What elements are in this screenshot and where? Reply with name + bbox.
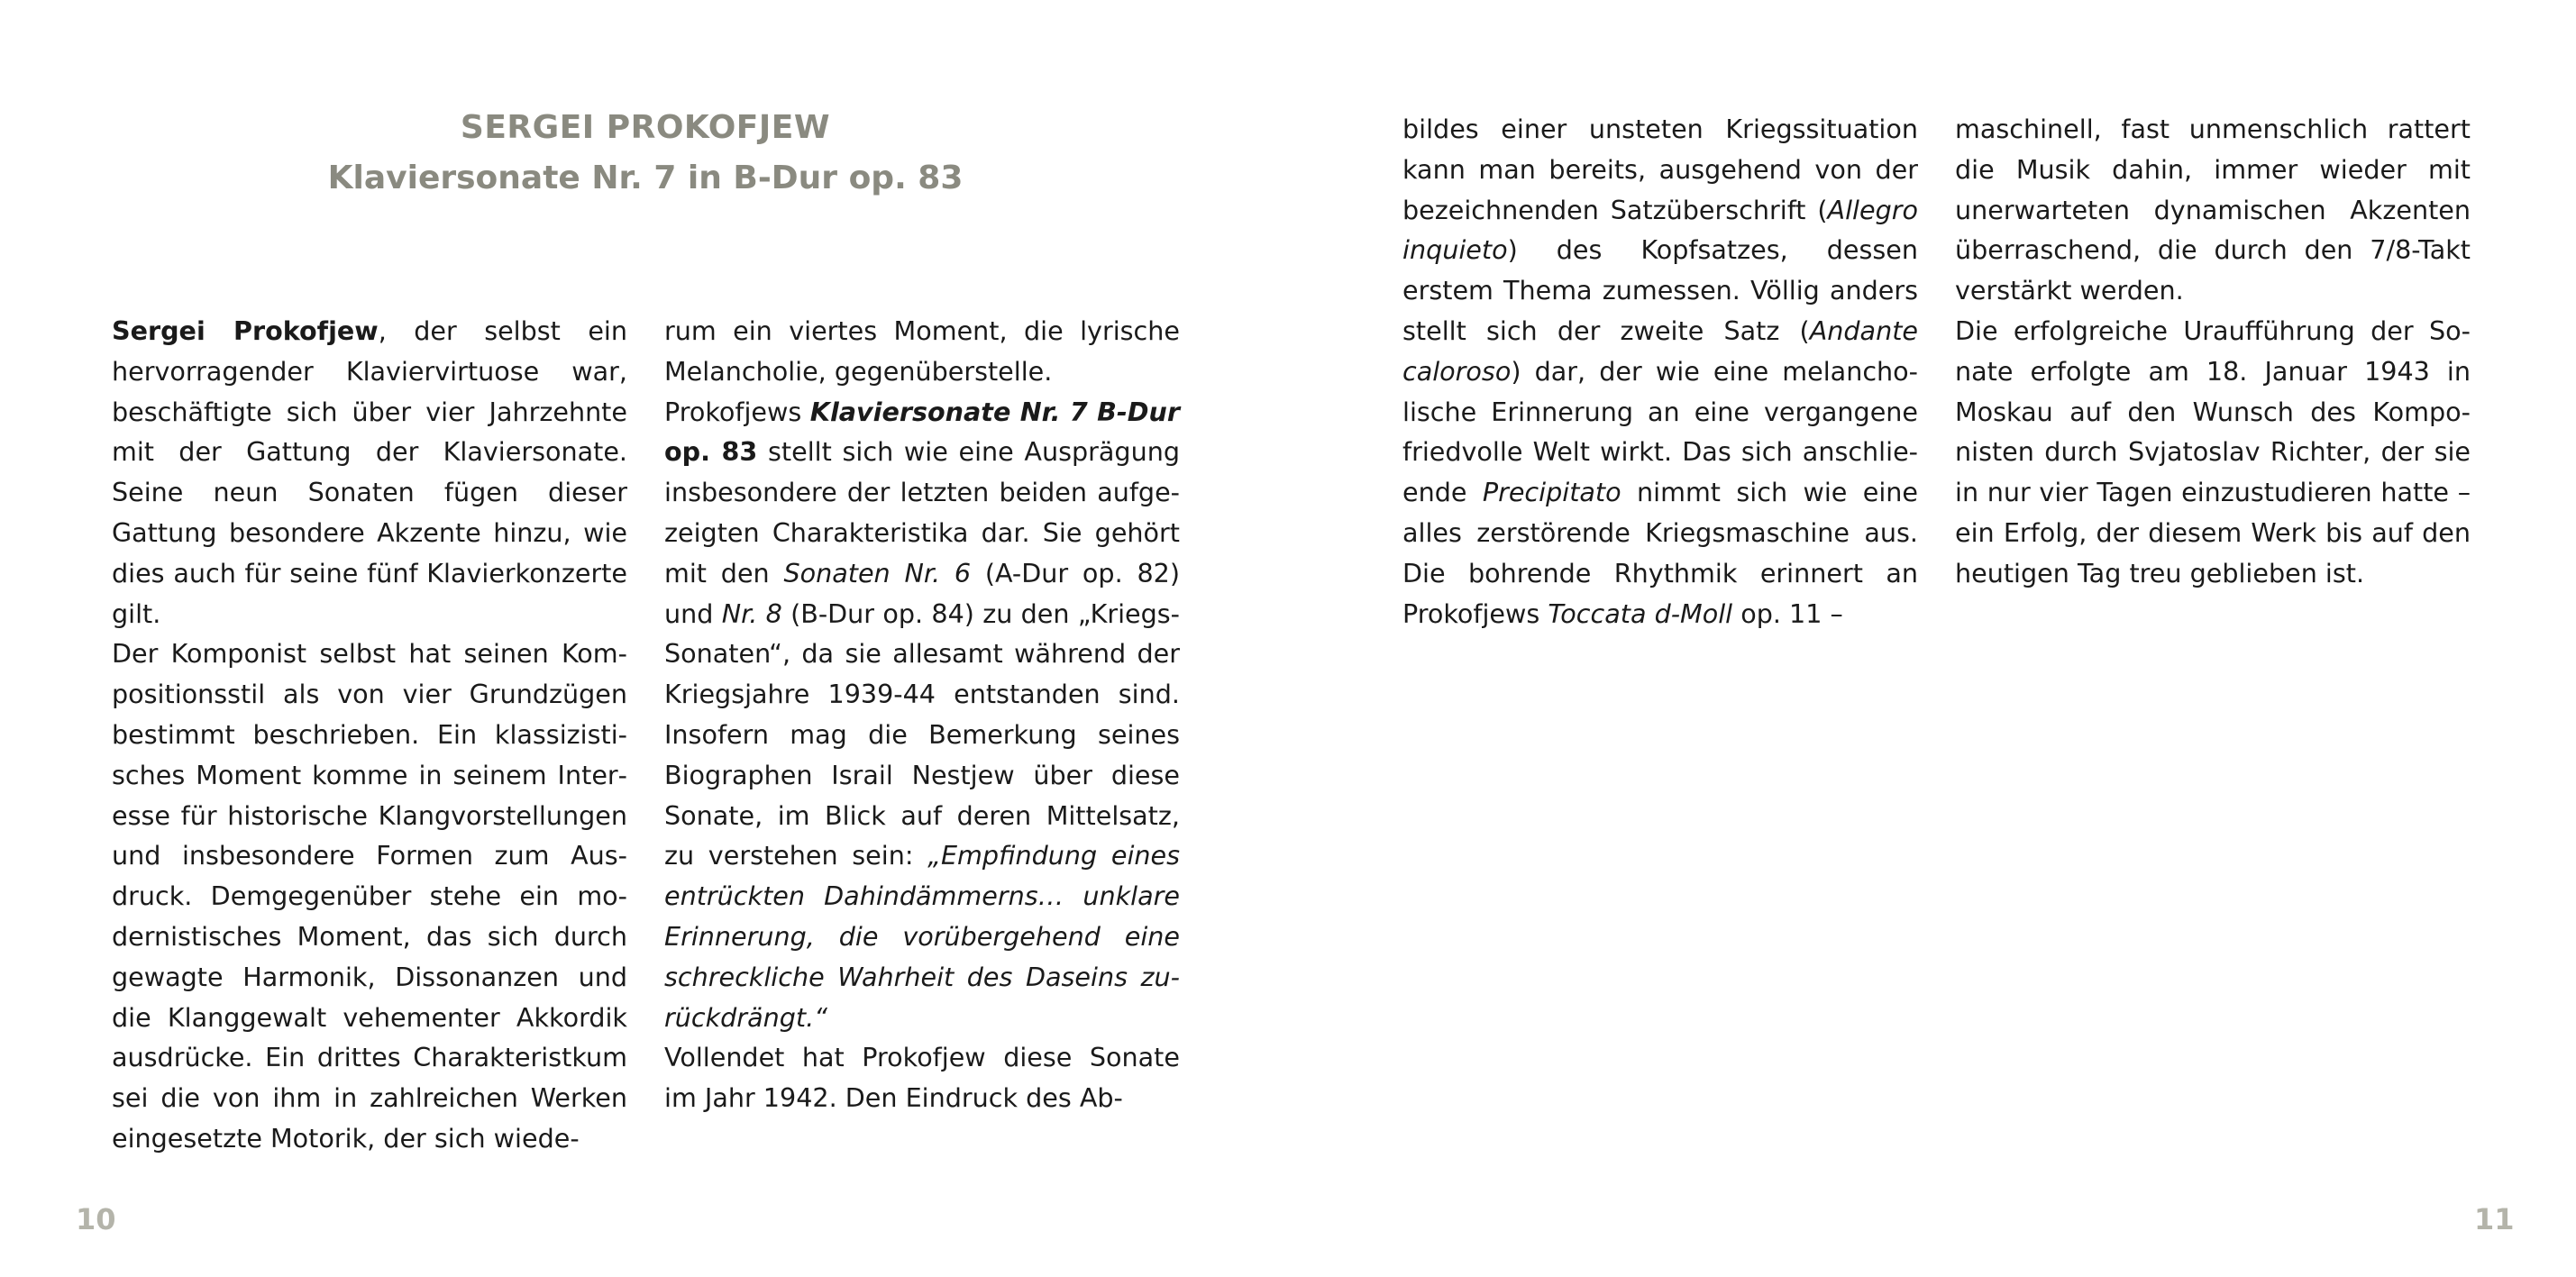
italic-reference: Allegro inquieto — [1402, 194, 1918, 266]
page-number-right: 11 — [2474, 1202, 2515, 1236]
page-number-left: 10 — [76, 1202, 116, 1236]
opus-bold: op. 83 — [664, 436, 758, 468]
italic-reference: Andante caloroso — [1402, 315, 1918, 387]
paragraph — [1955, 311, 2471, 594]
paragraph-text: op. 11 – — [1732, 597, 1843, 629]
paragraph-text: (B-Dur op. 84) zu den „Kriegs-Sonaten“, da sie allesamt während der Kriegsjahre 1939-44 entstanden sind. Insofern mag die Bemerkung seines Biographen Israil Nestjew über diese Sonate, im Blick auf deren Mittelsatz, zu verstehen sein: — [664, 597, 1180, 871]
paragraph-text: ) dar, der wie eine melancholische Erinnerung an eine vergangene friedvolle Welt wirkt. Das sich anschlieende — [1402, 355, 1918, 508]
paragraph-text: nimmt sich wie eine alles zerstörende Kriegsmaschine aus. Die bohrende Rhythmik erinnert an Prokofjews — [1402, 477, 1919, 629]
paragraph-text: Vollendet hat Prokofjew diese Sonate im Jahr 1942. Den Eindruck des Ab- — [664, 1042, 1180, 1114]
italic-reference: Nr. 8 — [721, 597, 782, 629]
italic-reference: Sonaten Nr. 6 — [783, 557, 972, 588]
paragraph-text: stellt sich wie eine Ausprägung insbesondere der letzten beiden aufgezeigten Charakteristika dar. Sie gehört mit den — [664, 436, 1180, 588]
composer-name-bold: Sergei Prokofjew — [112, 315, 379, 346]
composer-heading: SERGEI PROKOFJEW — [460, 109, 831, 146]
paragraph-text: ) des Kopfsatzes, dessen erstem Thema zumessen. Völlig anders stellt sich der zweite Satz ( — [1402, 234, 1918, 346]
paragraph-text: Die erfolgreiche Uraufführung der Sonate erfolgte am 18. Januar 1943 in Moskau auf den Wunsch des Komponisten durch Svjatoslav Richter, der sie in nur vier Tagen einzustudieren hatte – ein Erfolg, der diesem Werk bis auf den heutigen Tag treu geblieben ist. — [1955, 315, 2471, 588]
text-column-3 — [1402, 109, 1918, 634]
text-column-4 — [1955, 109, 2471, 594]
paragraph-text: Der Komponist selbst hat seinen Kompositionsstil als von vier Grundzügen bestimmt beschrieben. Ein klassizistisches Moment komme in seinem Interesse für historische Klangvorstellungen und insbesondere Formen zum Ausdruck. Demgegenüber stehe ein modernistisches Moment, das sich durch gewagte Harmonik, Dissonanzen und die Klanggewalt vehementer Akkordik ausdrücke. Ein drittes Charakteristkum sei die von ihm in zahlreichen Werken eingesetzte Motorik, der sich wiede- — [112, 638, 627, 1154]
nestjew-quote: „Empfindung eines entrückten Dahindämmerns… unklare Erinnerung, die vorübergehend eine schreckliche Wahrheit des Daseins zurückdrängt.“ — [664, 840, 1180, 1033]
paragraph-text: (A-Dur op. 82) und — [664, 557, 1180, 629]
paragraph-text: maschinell, fast unmenschlich rattert die Musik dahin, immer wieder mit unerwarteten dynamischen Akzenten überraschend, die durch den 7/8-Takt verstärkt werden. — [1955, 114, 2471, 306]
italic-reference: Precipitato — [1482, 477, 1621, 508]
paragraph-text: rum ein viertes Moment, die lyrische Melancholie, gegenüberstelle. — [664, 315, 1180, 387]
paragraph-text: , der selbst ein hervorragender Klaviervirtuose war, beschäftigte sich über vier Jahrzehnte mit der Gattung der Klaviersonate. Seine neun Sonaten fügen dieser Gattung besondere Akzente hinzu, wie dies auch für seine fünf Klavierkonzerte gilt. — [112, 315, 627, 629]
work-heading: Klaviersonate Nr. 7 in B-Dur op. 83 — [327, 160, 964, 196]
italic-reference: Toccata d-Moll — [1548, 597, 1733, 629]
work-title-bold-italic: Klaviersonate Nr. 7 B-Dur — [809, 396, 1180, 427]
paragraph-text: bildes einer unsteten Kriegssituation kann man bereits, ausgehend von der bezeichnenden Satzüberschrift ( — [1402, 114, 1918, 225]
paragraph-text: Prokofjews — [664, 396, 810, 427]
paragraph — [1955, 109, 2471, 311]
paragraph — [1402, 109, 1918, 634]
